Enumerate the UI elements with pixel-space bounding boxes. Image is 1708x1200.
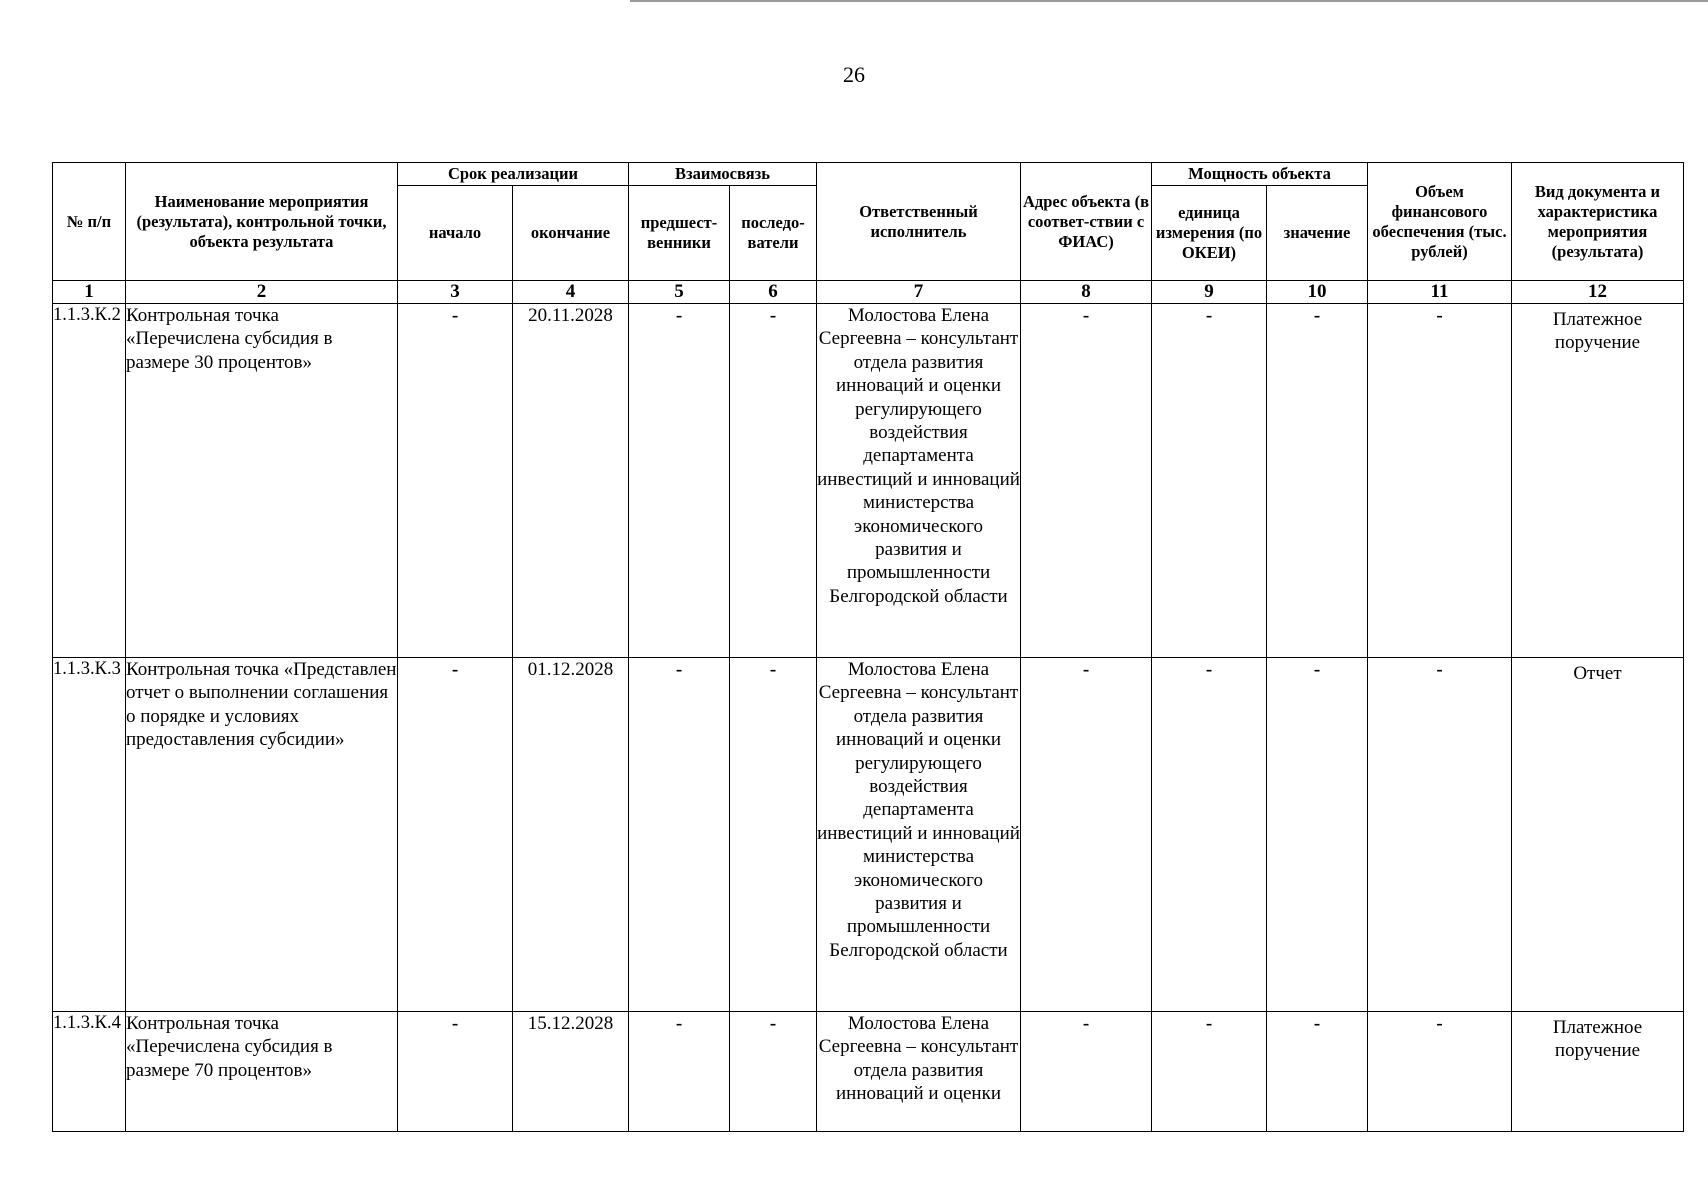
row-address: -	[1021, 658, 1152, 1012]
row-value: -	[1267, 1012, 1368, 1132]
row-unit: -	[1152, 304, 1267, 658]
header-capacity-group: Мощность объекта	[1152, 163, 1368, 186]
column-number: 4	[513, 281, 629, 304]
row-end: 01.12.2028	[513, 658, 629, 1012]
row-doc: Платежное поручение	[1512, 304, 1684, 658]
table-row	[53, 658, 1684, 1012]
header-link-prev: предшест-венники	[629, 186, 730, 281]
column-number: 3	[398, 281, 513, 304]
header-address: Адрес объекта (в соответ-ствии с ФИАС)	[1021, 163, 1152, 281]
column-number: 12	[1512, 281, 1684, 304]
header-doc-type	[1512, 163, 1684, 281]
row-responsible: Молостова Елена Сергеевна – консультант отдела развития инноваций и оценки регулирующего воздействия департамента инвестиций и инноваций министерства экономического развития и промышленности Белгородской области	[817, 304, 1021, 658]
row-responsible: Молостова Елена Сергеевна – консультант отдела развития инноваций и оценки	[817, 1012, 1021, 1132]
column-number: 1	[53, 281, 126, 304]
header-num: № п/п	[53, 163, 126, 281]
row-address: -	[1021, 1012, 1152, 1132]
column-number: 5	[629, 281, 730, 304]
header-term-start: начало	[398, 186, 513, 281]
header-link-next: последо-ватели	[730, 186, 817, 281]
plan-table	[52, 162, 1684, 1132]
row-name: Контрольная точка «Перечислена субсидия в размере 30 процентов»	[126, 304, 398, 658]
header-link-group: Взаимосвязь	[629, 163, 817, 186]
column-number: 6	[730, 281, 817, 304]
header-term-group: Срок реализации	[398, 163, 629, 186]
column-number: 8	[1021, 281, 1152, 304]
row-unit: -	[1152, 658, 1267, 1012]
row-start: -	[398, 658, 513, 1012]
top-rule	[630, 0, 1708, 2]
header-term-end: окончание	[513, 186, 629, 281]
row-value: -	[1267, 304, 1368, 658]
column-number: 9	[1152, 281, 1267, 304]
column-number: 7	[817, 281, 1021, 304]
row-doc: Платежное поручение	[1512, 1012, 1684, 1132]
header-capacity-value: значение	[1267, 186, 1368, 281]
row-end: 15.12.2028	[513, 1012, 629, 1132]
header-responsible: Ответственный исполнитель	[817, 163, 1021, 281]
row-start: -	[398, 304, 513, 658]
column-number: 2	[126, 281, 398, 304]
column-number: 10	[1267, 281, 1368, 304]
row-finance: -	[1368, 1012, 1512, 1132]
row-responsible: Молостова Елена Сергеевна – консультант отдела развития инноваций и оценки регулирующего воздействия департамента инвестиций и инноваций министерства экономического развития и промышленности Белгородской области	[817, 658, 1021, 1012]
row-finance: -	[1368, 658, 1512, 1012]
row-prev: -	[629, 1012, 730, 1132]
row-finance: -	[1368, 304, 1512, 658]
row-value: -	[1267, 658, 1368, 1012]
row-prev: -	[629, 304, 730, 658]
header-finance: Объем финансового обеспечения (тыс. рублей)	[1368, 163, 1512, 281]
row-end: 20.11.2028	[513, 304, 629, 658]
header-name: Наименование мероприятия (результата), контрольной точки, объекта результата	[126, 163, 398, 281]
header-doc-type-text: Вид документа и характеристика мероприятия (результата)	[1534, 181, 1661, 261]
row-next: -	[730, 658, 817, 1012]
row-address: -	[1021, 304, 1152, 658]
row-code: 1.1.3.К.4	[53, 1012, 126, 1132]
table-row	[53, 304, 1684, 658]
row-prev: -	[629, 658, 730, 1012]
column-number: 11	[1368, 281, 1512, 304]
row-name: Контрольная точка «Представлен отчет о выполнении соглашения о порядке и условиях предоставления субсидии»	[126, 658, 398, 1012]
row-name: Контрольная точка «Перечислена субсидия в размере 70 процентов»	[126, 1012, 398, 1132]
row-next: -	[730, 304, 817, 658]
row-code: 1.1.3.К.3	[53, 658, 126, 1012]
row-start: -	[398, 1012, 513, 1132]
page-number: 26	[843, 62, 865, 87]
row-doc: Отчет	[1512, 658, 1684, 1012]
row-next: -	[730, 1012, 817, 1132]
row-unit: -	[1152, 1012, 1267, 1132]
table-row	[53, 1012, 1684, 1132]
row-code: 1.1.3.К.2	[53, 304, 126, 658]
header-capacity-unit: единица измерения (по ОКЕИ)	[1152, 186, 1267, 281]
